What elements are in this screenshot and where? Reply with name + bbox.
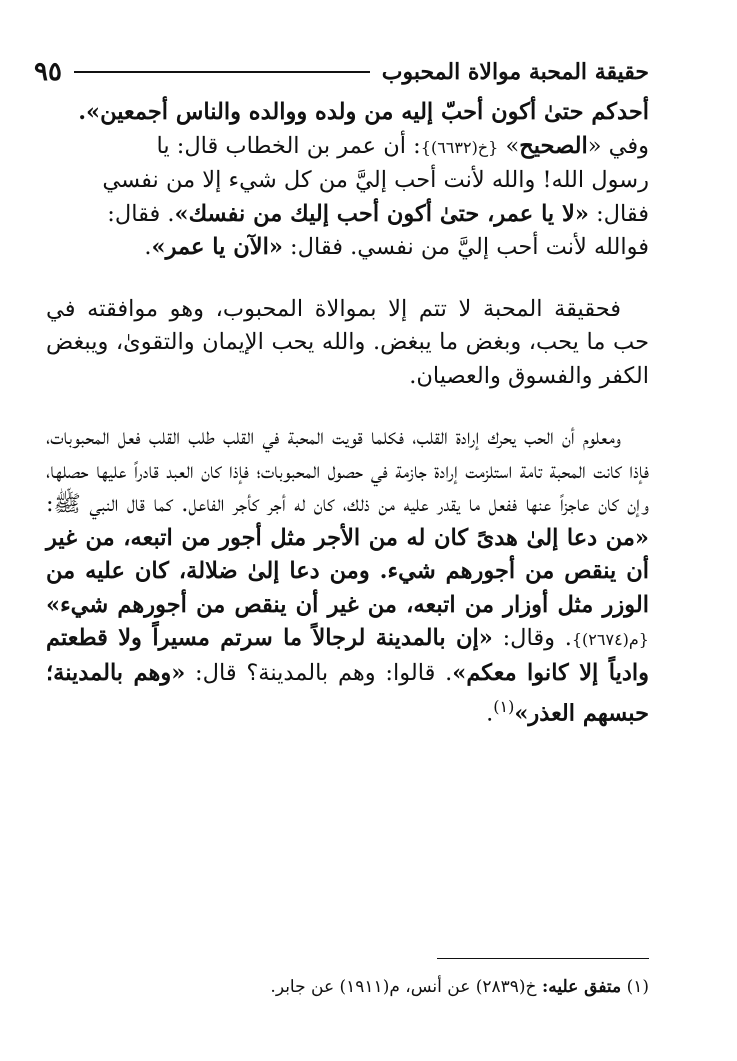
paragraph-1 (46, 96, 649, 265)
citation: {م(٢٦٧٤)} (571, 630, 649, 649)
hadith-text: «وهم بالمدينة؛ حبسهم العذر» (46, 659, 649, 727)
body-text: وفي « (587, 132, 649, 159)
hadith-text: «لا يا عمر، حتىٰ أكون أحب إليك من نفسك» (174, 200, 589, 227)
running-header (34, 54, 649, 90)
body-text: . قالوا: وهم بالمدينة؟ قال: (185, 659, 453, 686)
footnote-text: خ(٢٨٣٩) عن أنس، م(١٩١١) عن جابر. (270, 977, 542, 997)
header-rule (74, 71, 370, 73)
footnote-label: متفق عليه: (541, 977, 622, 997)
body-text: ومعلوم أن الحب يحرك إرادة القلب، فكلما قويت المحبة في القلب طلب القلب فعل المحبوبات، فإذا كانت المحبة تامة استلزمت إرادة جازمة في حصول المحبوبات؛ فإذا كان العبد قادراً عليها حصلها، وإن كان عاجزاً عنها ففعل ما يقدر عليه من ذلك، كان له أجر كأجر الفاعل. كما قال النبي ﷺ: (46, 424, 649, 517)
body-text: . فقال: (107, 200, 175, 227)
body-text: : أن عمر بن الخطاب قال: يا (156, 132, 421, 159)
paragraph-gap (46, 265, 649, 293)
body-text: رسول الله! والله لأنت أحب إليَّ من كل شيء إلا من نفسي (102, 167, 649, 193)
footnote-rule (437, 958, 649, 959)
page-number: ٩٥ (34, 57, 62, 87)
paragraph-3 (46, 421, 649, 731)
paragraph-gap (46, 393, 649, 421)
footnote-marker: (١) (626, 977, 649, 997)
paragraph-2: فحقيقة المحبة لا تتم إلا بموالاة المحبوب، وهو موافقته في حب ما يحب، وبغض ما يبغض. والله يحب الإيمان والتقوىٰ، ويبغض الكفر والفسوق والعصيان. (46, 295, 649, 389)
body-text: فوالله لأنت أحب إليَّ من نفسي. فقال: (282, 234, 649, 260)
hadith-text: «الآن يا عمر» (151, 234, 283, 260)
body-text: » (498, 132, 520, 159)
hadith-text: أحدكم حتىٰ أكون أحبّ إليه من ولده ووالده والناس أجمعين». (78, 99, 649, 125)
hadith-text: «إن بالمدينة لرجالاً ما سرتم مسيراً ولا قطعتم وادياً إلا كانوا معكم» (46, 625, 649, 686)
body-text: . (144, 234, 152, 260)
book-title: الصحيح (519, 132, 588, 159)
body-text: فقال: (588, 200, 649, 227)
body-text: . وقال: (492, 625, 572, 651)
footnote-reference: (١) (493, 697, 515, 716)
hadith-text: «من دعا إلىٰ هدىً كان له من الأجر مثل أجور من اتبعه، من غير أن ينقص من أجورهم شيء. ومن دعا إلىٰ ضلالة، كان عليه من الوزر مثل أوزار من اتبعه، من غير أن ينقص من أجورهم شيء» (46, 524, 649, 618)
page-body (46, 96, 649, 731)
body-text: . (486, 700, 494, 727)
footnote (46, 974, 649, 1000)
citation: {خ(٦٦٣٢)} (420, 137, 499, 157)
running-header-title: حقيقة المحبة موالاة المحبوب (381, 59, 649, 85)
